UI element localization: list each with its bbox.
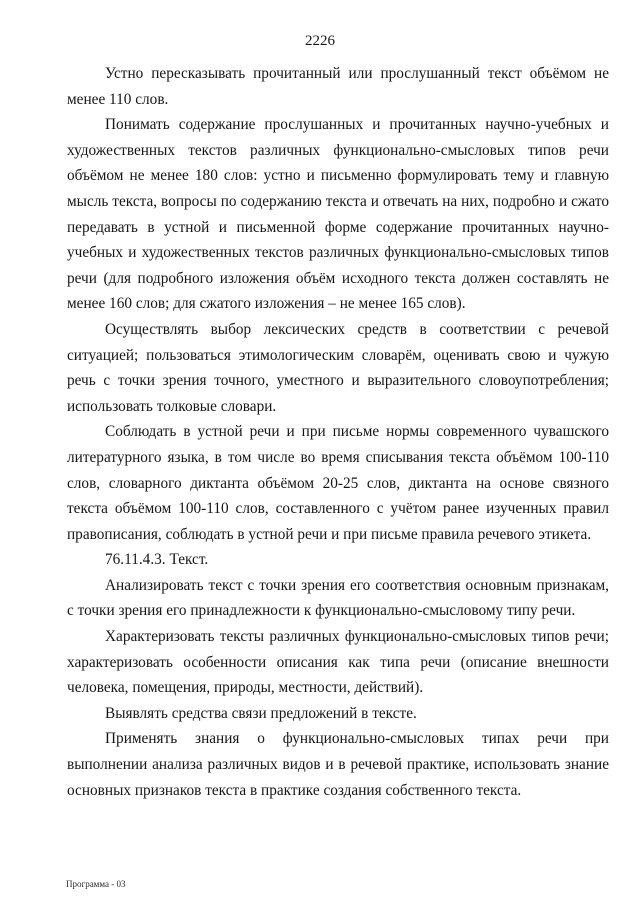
section-heading-text: 76.11.4.3. Текст. (105, 551, 209, 569)
paragraph-characterize-texts: Характеризовать тексты различных функционально-смысловых типов речи; характеризовать особенности описания как типа речи (описание внешности человека, помещения, природы, местности, действий). (67, 628, 609, 697)
paragraph-cohesion: Выявлять средства связи предложений в тексте. (105, 704, 417, 722)
paragraph-lexical-choice: Осуществлять выбор лексических средств в соответствии с речевой ситуацией; пользоваться этимологическим словарём, оценивать свою и чужую речь с точки зрения точного, уместного и выразительного словоупотребления; использовать толковые словари. (67, 320, 609, 415)
document-body (67, 61, 609, 803)
paragraph-analyze-text: Анализировать текст с точки зрения его соответствия основным признакам, с точки зрения его принадлежности к функционально-смысловому типу речи. (67, 576, 609, 620)
page-number: 2226 (305, 33, 335, 49)
paragraph-retelling: Устно пересказывать прочитанный или прослушанный текст объёмом не менее 110 слов. (67, 65, 609, 108)
paragraph-apply-knowledge: Применять знания о функционально-смысловых типах речи при выполнении анализа различных видов и в речевой практике, использовать знание основных признаков текста в практике создания собственного текста. (67, 730, 609, 799)
footer-label: Программа - 03 (66, 879, 126, 889)
paragraph-understanding: Понимать содержание прослушанных и прочитанных научно-учебных и художественных текстов различных функционально-смысловых типов речи объёмом не менее 180 слов: устно и письменно формулировать тему и главную мысль текста, вопросы по содержанию текста и отвечать на них, подробно и сжато передавать в устной и письменной форме содержание прочитанных научно-учебных и художественных текстов различных функционально-смысловых типов речи (для подробного изложения объём исходного текста должен составлять не менее 160 слов; для сжатого изложения – не менее 165 слов). (67, 116, 609, 313)
paragraph-language-norms: Соблюдать в устной речи и при письме нормы современного чувашского литературного языка, в том числе во время списывания текста объёмом 100-110 слов, словарного диктанта объёмом 20-25 слов, диктанта на основе связного текста объёмом 100-110 слов, составленного с учётом ранее изученных правил правописания, соблюдать в устной речи и при письме правила речевого этикета. (67, 423, 609, 543)
